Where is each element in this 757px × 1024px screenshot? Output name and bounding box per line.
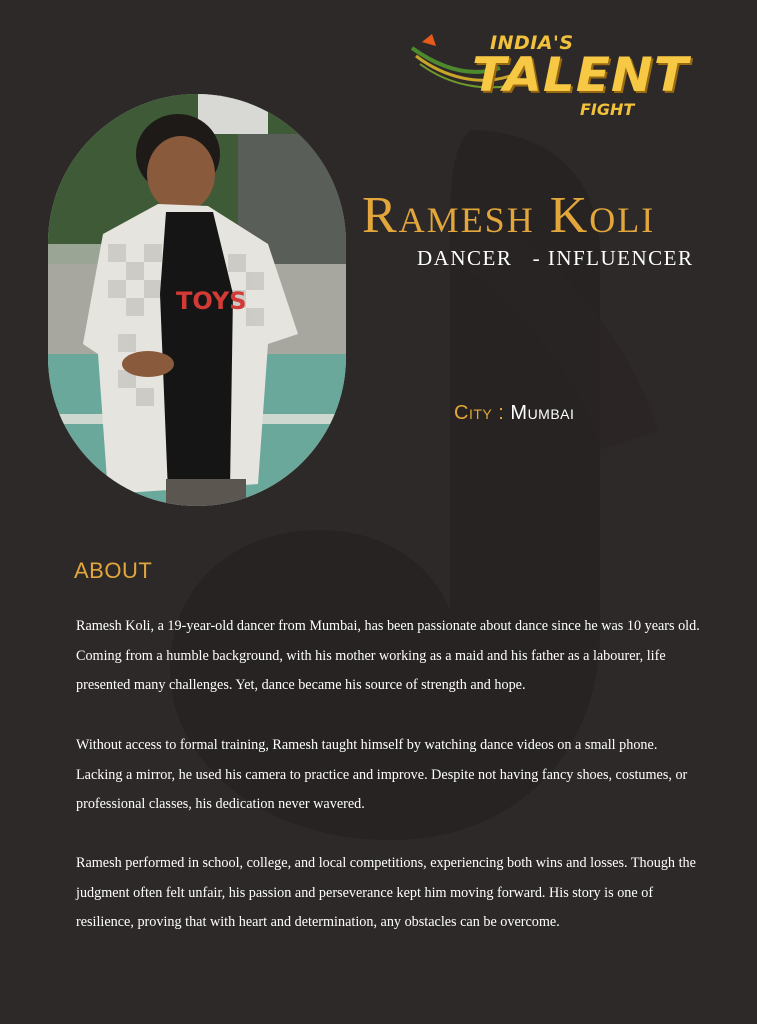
about-paragraph-3: Ramesh performed in school, college, and local competitions, experiencing both wins and losses. Though the judgment often felt unfair, his passion and perseverance kept him moving forward. His story is one of resilience, proving that with heart and determination, any obstacles can be overcome. [76,855,696,931]
about-paragraph-2: Without access to formal training, Ramesh taught himself by watching dance videos on a small phone. Lacking a mirror, he used his camera to practice and improve. Despite not having fancy shoes, costumes, or professional classes, his dedication never wavered. [76,737,688,813]
city-value: Mumbai [510,402,575,424]
about-heading: ABOUT [74,558,153,583]
profile-photo [48,94,346,506]
logo-text-middle: TALENT [472,47,689,103]
logo-text-top: INDIA'S [490,32,574,54]
person-role: DANCER - INFLUENCER [417,246,694,270]
about-paragraph-1: Ramesh Koli, a 19-year-old dancer from Mumbai, has been passionate about dance since he was 10 years old. Coming from a humble background, with his mother working as a maid and his father as a labourer, life presented many challenges. Yet, dance became his source of strength and hope. [76,618,700,694]
city-label: City : [454,402,505,424]
shirt-print-text: TOYS [176,287,247,315]
city-line [454,402,574,425]
logo-text-bottom: FIGHT [580,100,635,119]
indias-talent-fight-logo [410,28,689,128]
person-name: Ramesh Koli [362,187,656,244]
